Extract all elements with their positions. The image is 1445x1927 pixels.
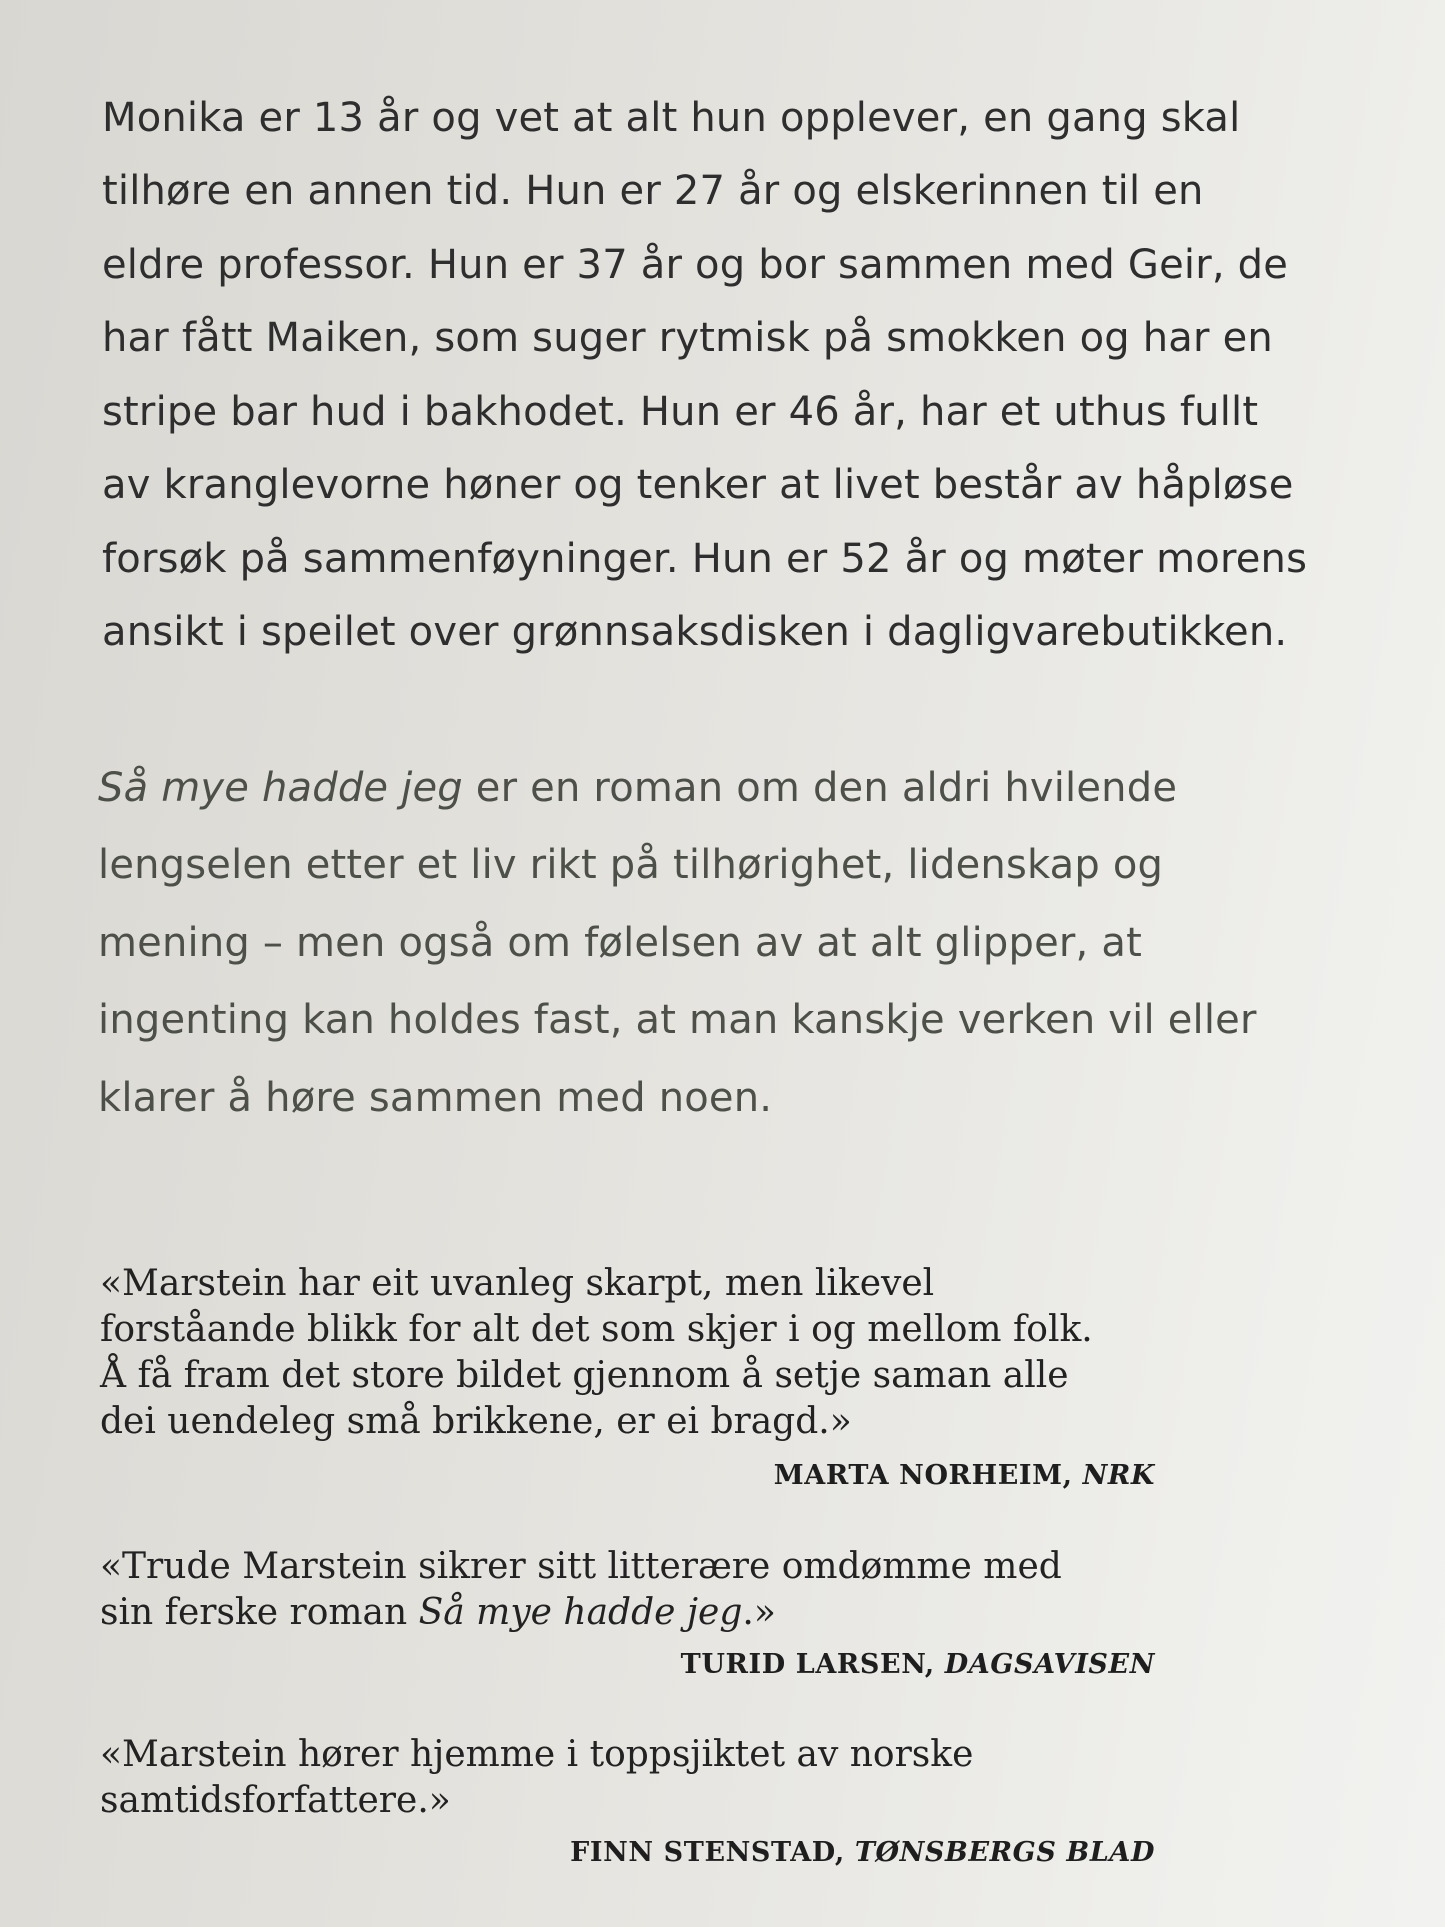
blurb-line: stripe bar hud i bakhodet. Hun er 46 år, har et uthus fullt (102, 389, 1259, 435)
quote-line: dei uendeleg små brikkene, er ei bragd.» (100, 1401, 852, 1442)
attribution-author: TURID LARSEN, (680, 1649, 945, 1680)
blurb-line: av kranglevorne høner og tenker at livet består av håpløse (102, 462, 1294, 508)
attribution-author: MARTA NORHEIM, (773, 1460, 1083, 1491)
quote-line: Å få fram det store bildet gjennom å setje saman alle (100, 1355, 1069, 1396)
book-title: Så mye hadde jeg (98, 765, 463, 811)
blurb-line: Monika er 13 år og vet at alt hun opplever, en gang skal (102, 95, 1241, 141)
quote-attribution (774, 1459, 1155, 1493)
blurb-line: forsøk på sammenføyninger. Hun er 52 år og møter morens (102, 536, 1308, 582)
quote-line (100, 1591, 776, 1635)
quote-line: forståande blikk for alt det som skjer i og mellom folk. (100, 1309, 1093, 1350)
quote-line: «Trude Marstein sikrer sitt litterære omdømme med (100, 1546, 1062, 1587)
attribution-outlet: DAGSAVISEN (944, 1649, 1155, 1680)
attribution-outlet: TØNSBERGS BLAD (854, 1837, 1155, 1868)
blurb-text: er en roman om den aldri hvilende (462, 765, 1178, 811)
quote-attribution (570, 1836, 1155, 1870)
book-title: Så mye hadde jeg (418, 1592, 743, 1633)
quote-text: sin ferske roman (100, 1592, 419, 1633)
blurb-line: lengselen etter et liv rikt på tilhørighet, lidenskap og (98, 842, 1164, 888)
blurb-line (98, 764, 1177, 812)
attribution-outlet: NRK (1082, 1460, 1155, 1491)
quote-line: «Marstein hører hjemme i toppsjiktet av norske (100, 1734, 974, 1775)
blurb-line: eldre professor. Hun er 37 år og bor sammen med Geir, de (102, 242, 1289, 288)
quote-text: .» (742, 1592, 776, 1633)
blurb-line: tilhøre en annen tid. Hun er 27 år og elskerinnen til en (102, 168, 1204, 214)
blurb-line: ansikt i speilet over grønnsaksdisken i dagligvarebutikken. (102, 609, 1288, 655)
quote-attribution (681, 1648, 1155, 1682)
attribution-author: FINN STENSTAD, (570, 1837, 855, 1868)
blurb-line: klarer å høre sammen med noen. (98, 1075, 773, 1121)
blurb-line: ingenting kan holdes fast, at man kanskje verken vil eller (98, 997, 1257, 1043)
quote-line: samtidsforfattere.» (100, 1780, 451, 1821)
blurb-line: mening – men også om følelsen av at alt glipper, at (98, 920, 1142, 966)
quote-line: «Marstein har eit uvanleg skarpt, men likevel (100, 1263, 935, 1304)
blurb-line: har fått Maiken, som suger rytmisk på smokken og har en (102, 315, 1273, 361)
